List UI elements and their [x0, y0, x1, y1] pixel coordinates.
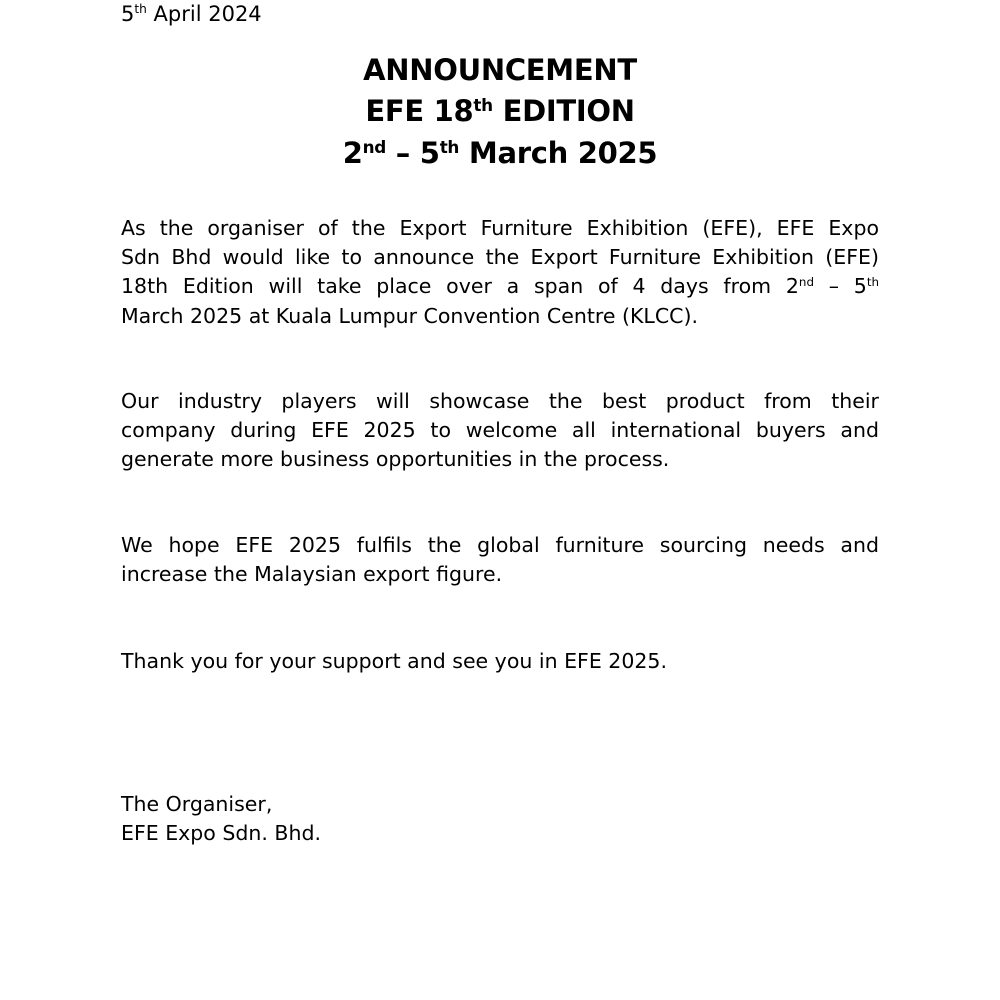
paragraph-hope-line-2: increase the Malaysian export figure. — [121, 562, 503, 587]
paragraph-showcase-line-3: generate more business opportunities in the process. — [121, 447, 670, 472]
paragraph-showcase-line-1: Our industry players will showcase the best product from their — [121, 389, 879, 413]
paragraph-thanks — [121, 647, 879, 676]
heading-dates — [121, 133, 879, 174]
paragraph-intro-line-3 — [121, 272, 879, 301]
date-month-year: April 2024 — [146, 2, 262, 26]
heading-title-text: ANNOUNCEMENT — [363, 53, 637, 87]
paragraph-intro-line-1: As the organiser of the Export Furniture Exhibition (EFE), EFE Expo — [121, 216, 879, 240]
paragraph-intro-sup-th: th — [866, 275, 879, 290]
heading-title — [121, 50, 879, 91]
signature-line-1: The Organiser, — [121, 792, 273, 816]
paragraph-intro-sup-nd: nd — [798, 275, 814, 290]
paragraph-showcase-line-2: company during EFE 2025 to welcome all international buyers and — [121, 418, 879, 443]
paragraph-thanks-line-1: Thank you for your support and see you in EFE 2025. — [121, 649, 667, 673]
heading-edition-pre: EFE 18 — [365, 94, 474, 128]
heading-edition — [121, 91, 879, 132]
paragraph-hope-line-1: We hope EFE 2025 fulfils the global furniture sourcing needs and — [121, 533, 879, 557]
heading-dates-post: March 2025 — [459, 136, 658, 170]
date-day-suffix: th — [134, 2, 147, 17]
letter-date — [121, 1, 262, 27]
paragraph-intro — [121, 214, 879, 331]
heading-edition-post: EDITION — [492, 94, 635, 128]
paragraph-intro-line-4: March 2025 at Kuala Lumpur Convention Centre (KLCC). — [121, 303, 698, 328]
paragraph-intro-line-3-mid: – 5 — [814, 274, 867, 299]
heading-dates-mid: – 5 — [386, 136, 440, 170]
signature-line-2: EFE Expo Sdn. Bhd. — [121, 821, 322, 846]
paragraph-showcase — [121, 387, 879, 475]
heading-dates-end-sup: th — [439, 136, 460, 157]
heading-dates-start: 2 — [342, 136, 363, 170]
paragraph-intro-line-2: Sdn Bhd would like to announce the Export Furniture Exhibition (EFE) — [121, 245, 879, 270]
heading-dates-start-sup: nd — [362, 136, 387, 157]
paragraph-intro-line-3-pre: 18th Edition will take place over a span of 4 days from 2 — [121, 274, 799, 299]
signature-block — [121, 790, 321, 848]
heading-edition-sup: th — [473, 94, 493, 115]
date-day: 5 — [121, 2, 135, 26]
paragraph-hope — [121, 531, 879, 589]
